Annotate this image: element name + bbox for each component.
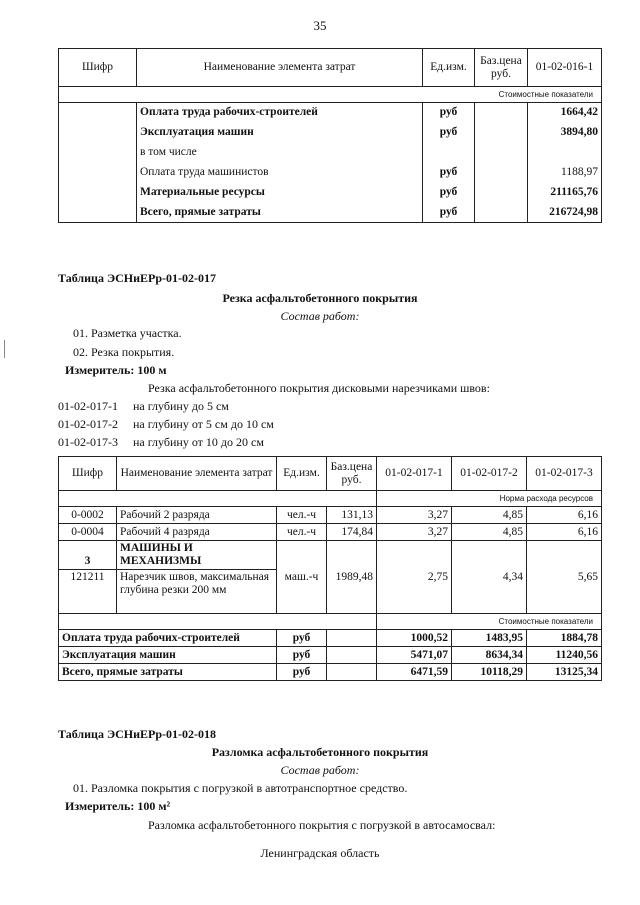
meter-017: Измеритель: 100 м <box>65 363 167 377</box>
header-unit: Ед.изм. <box>277 457 327 491</box>
row-code <box>59 123 137 143</box>
header-code: Шифр <box>59 49 137 87</box>
work-item-1: 01. Разметка участка. <box>73 326 182 340</box>
row-value-2: 4,85 <box>452 507 527 524</box>
row-code: 0-0002 <box>59 507 117 524</box>
machines-section-name: МАШИНЫ И МЕХАНИЗМЫ <box>117 541 277 570</box>
row-value-3: 11240,56 <box>527 647 602 664</box>
header-unit: Ед.изм. <box>423 49 475 87</box>
machine-code: 121211 <box>59 570 117 614</box>
header-col-1: 01-02-016-1 <box>528 49 602 87</box>
description-017: Резка асфальтобетонного покрытия дисковыми нарезчиками швов: <box>148 381 490 395</box>
norm-label-row <box>59 491 602 507</box>
table-row <box>59 163 602 183</box>
row-name: Оплата труда рабочих-строителей <box>137 103 423 123</box>
row-base-price <box>327 630 377 647</box>
table-row <box>59 183 602 203</box>
header-name: Наименование элемента затрат <box>137 49 423 87</box>
item-text-1: на глубину до 5 см <box>133 399 229 413</box>
machines-section-code: 3 <box>59 541 117 570</box>
row-unit: руб <box>423 103 475 123</box>
table-header-row <box>59 49 602 87</box>
header-base-price: Баз.цена руб. <box>475 49 528 87</box>
row-value-2: 8634,34 <box>452 647 527 664</box>
row-unit: руб <box>277 647 327 664</box>
table-row <box>59 103 602 123</box>
cost-table-016 <box>58 48 602 223</box>
empty-cell <box>59 491 377 507</box>
row-code <box>59 163 137 183</box>
table-row <box>59 123 602 143</box>
row-name: Оплата труда рабочих-строителей <box>59 630 277 647</box>
row-unit: руб <box>423 163 475 183</box>
page-number: 35 <box>313 18 327 33</box>
row-value-1: 1000,52 <box>377 630 452 647</box>
row-value-2: 4,85 <box>452 524 527 541</box>
row-name: Всего, прямые затраты <box>137 203 423 223</box>
labor-rows <box>59 507 602 541</box>
resource-table-017 <box>58 456 602 681</box>
item-text-3: на глубину от 10 до 20 см <box>133 435 264 449</box>
cost-rows <box>59 630 602 681</box>
row-value-3: 13125,34 <box>527 664 602 681</box>
row-value: 3894,80 <box>528 123 602 143</box>
row-value: 216724,98 <box>528 203 602 223</box>
row-unit <box>423 143 475 163</box>
row-name: в том числе <box>137 143 423 163</box>
table-row <box>59 630 602 647</box>
row-base-price <box>475 143 528 163</box>
margin-mark <box>4 340 5 358</box>
row-value: 1664,42 <box>528 103 602 123</box>
row-value-1: 3,27 <box>377 524 452 541</box>
section-label-row <box>59 87 602 103</box>
item-code-2: 01-02-017-2 <box>58 417 118 431</box>
row-base-price: 174,84 <box>327 524 377 541</box>
cost-indicators-label: Стоимостные показатели <box>377 614 602 630</box>
machine-price: 1989,48 <box>327 570 377 614</box>
row-unit: руб <box>423 203 475 223</box>
machine-value-2: 4,34 <box>452 570 527 614</box>
row-base-price <box>327 664 377 681</box>
row-name: Материальные ресурсы <box>137 183 423 203</box>
row-value: 1188,97 <box>528 163 602 183</box>
row-name: Эксплуатация машин <box>137 123 423 143</box>
row-base-price <box>475 123 528 143</box>
row-value-1: 6471,59 <box>377 664 452 681</box>
row-name: Эксплуатация машин <box>59 647 277 664</box>
item-text-2: на глубину от 5 см до 10 см <box>133 417 274 431</box>
row-base-price <box>475 183 528 203</box>
table-title-018: Таблица ЭСНиЕРр-01-02-018 <box>58 727 217 741</box>
row-base-price <box>475 163 528 183</box>
work-item-018: 01. Разломка покрытия с погрузкой в автотранспортное средство. <box>73 781 408 795</box>
table-row <box>59 664 602 681</box>
row-unit: чел.-ч <box>277 507 327 524</box>
row-base-price <box>475 203 528 223</box>
machine-row <box>59 570 602 614</box>
header-col-2: 01-02-017-2 <box>452 457 527 491</box>
cost-indicators-label: Стоимостные показатели <box>59 87 602 103</box>
item-code-3: 01-02-017-3 <box>58 435 118 449</box>
row-unit: руб <box>277 630 327 647</box>
table-row <box>59 203 602 223</box>
machine-unit: маш.-ч <box>277 570 327 614</box>
row-code <box>59 103 137 123</box>
row-unit: руб <box>423 183 475 203</box>
machines-section-row <box>59 541 602 570</box>
row-code <box>59 203 137 223</box>
row-base-price: 131,13 <box>327 507 377 524</box>
row-value-3: 6,16 <box>527 524 602 541</box>
row-base-price <box>327 647 377 664</box>
region-label: Ленинградская область <box>260 846 380 860</box>
row-value-1: 5471,07 <box>377 647 452 664</box>
machine-name: Нарезчик швов, максимальная глубина резки 200 мм <box>117 570 277 614</box>
description-018: Разломка асфальтобетонного покрытия с погрузкой в автосамосвал: <box>148 818 496 832</box>
header-name: Наименование элемента затрат <box>117 457 277 491</box>
row-unit: руб <box>423 123 475 143</box>
section-heading-018: Разломка асфальтобетонного покрытия <box>211 745 429 759</box>
table-row <box>59 143 602 163</box>
section-heading-017: Резка асфальтобетонного покрытия <box>222 291 418 305</box>
row-code: 0-0004 <box>59 524 117 541</box>
machine-value-1: 2,75 <box>377 570 452 614</box>
row-name: Всего, прямые затраты <box>59 664 277 681</box>
row-unit: чел.-ч <box>277 524 327 541</box>
row-base-price <box>475 103 528 123</box>
row-code <box>59 183 137 203</box>
norm-label: Норма расхода ресурсов <box>377 491 602 507</box>
work-item-2: 02. Резка покрытия. <box>73 345 175 359</box>
table-row <box>59 647 602 664</box>
table-body <box>59 103 602 223</box>
row-value-3: 6,16 <box>527 507 602 524</box>
table-row <box>59 524 602 541</box>
row-name: Рабочий 4 разряда <box>117 524 277 541</box>
row-value <box>528 143 602 163</box>
row-value-2: 1483,95 <box>452 630 527 647</box>
table-header-row <box>59 457 602 491</box>
table-title-017: Таблица ЭСНиЕРр-01-02-017 <box>58 271 217 285</box>
composition-label-017: Состав работ: <box>280 309 360 323</box>
header-col-3: 01-02-017-3 <box>527 457 602 491</box>
row-value-3: 1884,78 <box>527 630 602 647</box>
row-name: Рабочий 2 разряда <box>117 507 277 524</box>
composition-label-018: Состав работ: <box>280 763 360 777</box>
meter-018: Измеритель: 100 м² <box>65 799 171 813</box>
header-base-price: Баз.цена руб. <box>327 457 377 491</box>
row-unit: руб <box>277 664 327 681</box>
cost-label-row <box>59 614 602 630</box>
row-value-2: 10118,29 <box>452 664 527 681</box>
row-code <box>59 143 137 163</box>
item-code-1: 01-02-017-1 <box>58 399 118 413</box>
row-value: 211165,76 <box>528 183 602 203</box>
machine-value-3: 5,65 <box>527 570 602 614</box>
row-value-1: 3,27 <box>377 507 452 524</box>
table-row <box>59 507 602 524</box>
header-code: Шифр <box>59 457 117 491</box>
header-col-1: 01-02-017-1 <box>377 457 452 491</box>
row-name: Оплата труда машинистов <box>137 163 423 183</box>
empty-cell <box>59 614 377 630</box>
